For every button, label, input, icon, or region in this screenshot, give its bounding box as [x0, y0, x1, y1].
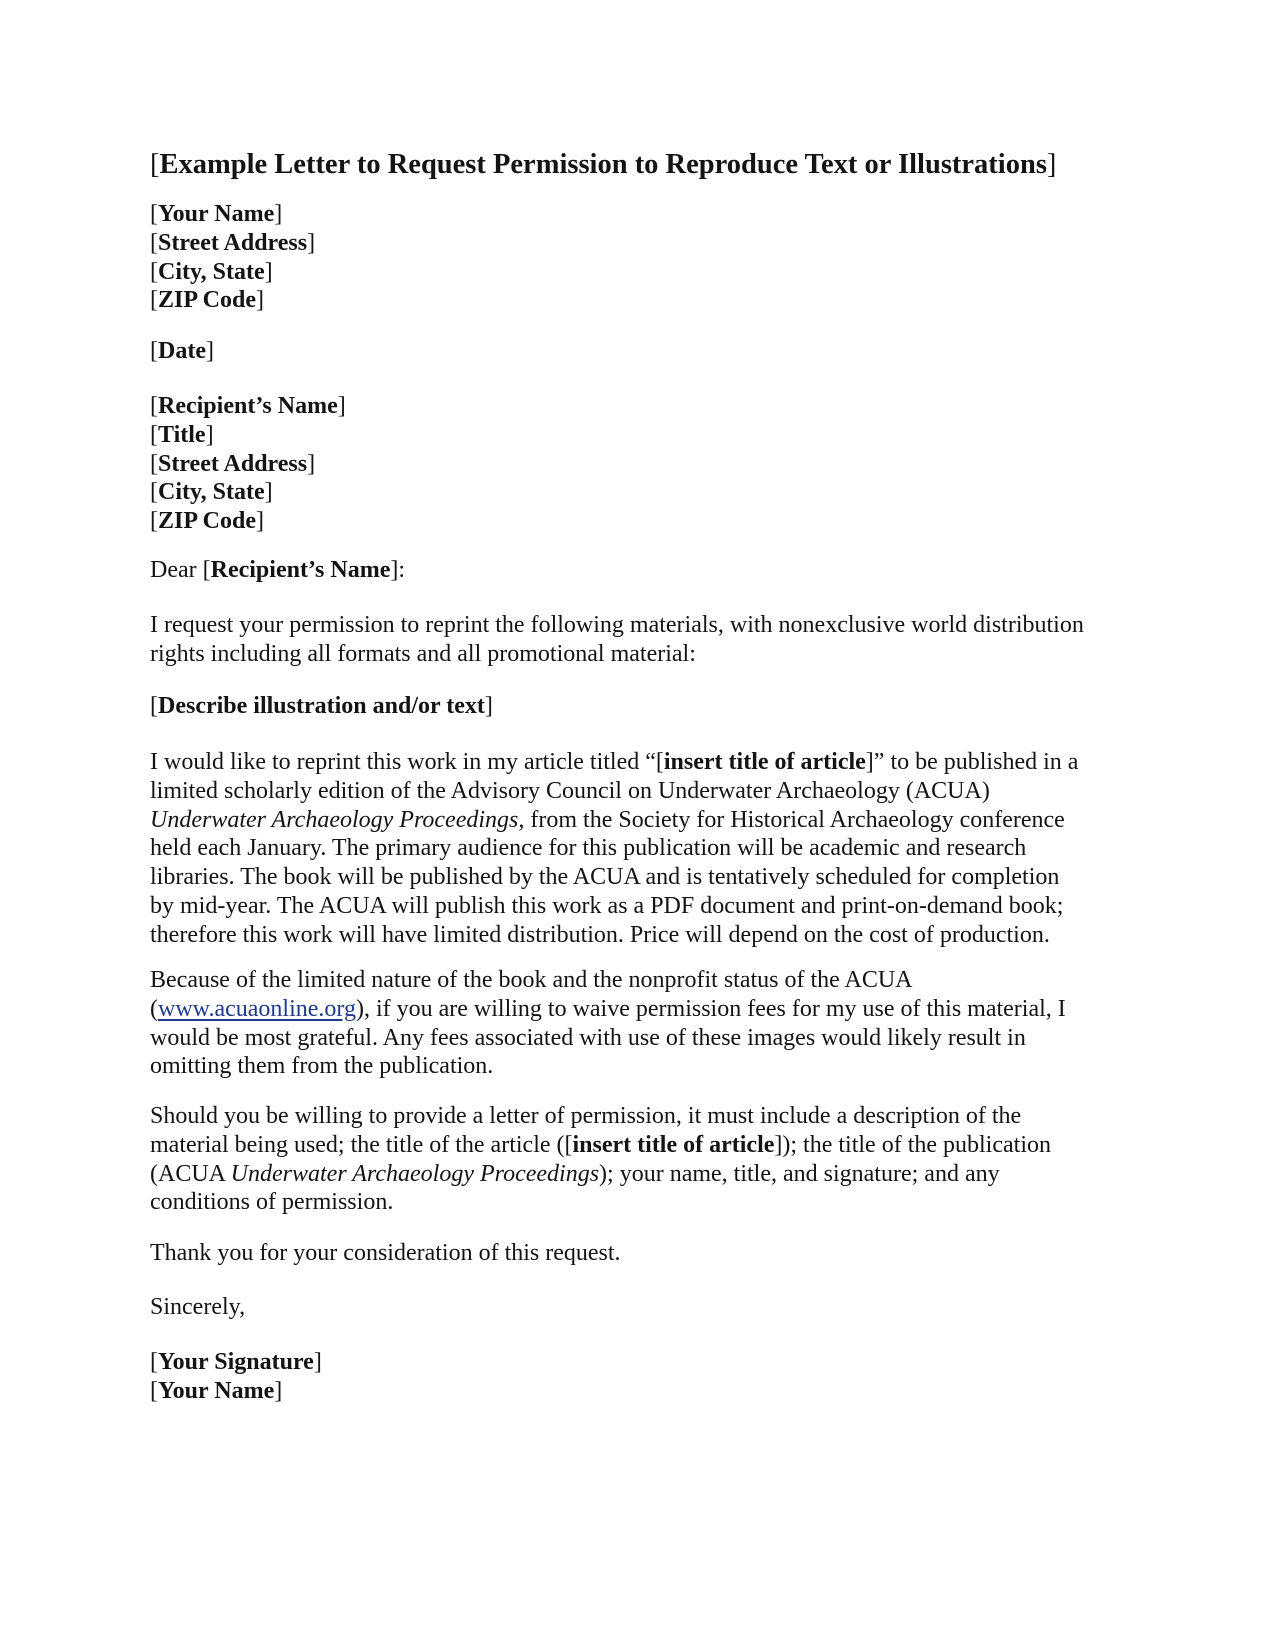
sender-street: Street Address [158, 229, 308, 256]
paragraph-fee-waiver: Because of the limited nature of the book and the nonprofit status of the ACUA (www.acuaonline.org), if you are willing to waive permission fees for my use of this material, I would be most grateful. Any fees associated with use of these images would likely result in omitting them from the publication. [150, 967, 1066, 1080]
recipient-city-state: City, State [158, 479, 265, 506]
sender-zip: ZIP Code [158, 287, 257, 314]
sender-city-state: City, State [158, 258, 265, 285]
recipient-street: Street Address [158, 450, 308, 477]
article-title-placeholder: insert title of article [663, 749, 866, 775]
paragraph-permission-letter: Should you be willing to provide a letter of permission, it must include a description of the material being used; the title of the article ([insert title of article]); the title of the publication (ACUA Underwater Archaeology Proceedings); your name, title, and signature; and any conditions of permission. [150, 1103, 1051, 1216]
date-placeholder: Date [158, 338, 206, 364]
sender-address-block: [Your Name] [Street Address] [City, State] [ZIP Code] [150, 201, 316, 314]
salutation-name: Recipient’s Name [210, 557, 391, 583]
salutation: Dear [Recipient’s Name]: [150, 557, 406, 583]
letter-heading: [Example Letter to Request Permission to Reproduce Text or Illustrations] [150, 149, 1057, 180]
article-title-placeholder-2: insert title of article [572, 1131, 775, 1158]
paragraph-reprint-details: I would like to reprint this work in my article titled “[insert title of article]” to be published in a limited scholarly edition of the Advisory Council on Underwater Archaeology (ACUA) Underwater Archaeology Proceedings, from the Society for Historical Archaeology conference held each January. The primary audience for this publication will be academic and research libraries. The book will be published by the ACUA and is tentatively scheduled for completion by mid-year. The ACUA will publish this work as a PDF document and print-on-demand book; therefore this work will have limited distribution. Price will depend on the cost of production. [150, 749, 1079, 948]
describe-placeholder: [Describe illustration and/or text] [150, 693, 493, 719]
sender-name: Your Name [158, 201, 275, 227]
recipient-title: Title [158, 421, 206, 448]
heading-text: Example Letter to Request Permission to Reproduce Text or Illustrations [159, 149, 1047, 180]
signer-name: Your Name [158, 1377, 275, 1404]
publication-title: Underwater Archaeology Proceedings [150, 806, 519, 833]
closing-line: Sincerely, [150, 1294, 246, 1320]
signature-block: [Your Signature] [Your Name] [150, 1349, 322, 1404]
signature-placeholder: Your Signature [158, 1349, 314, 1375]
describe-text: Describe illustration and/or text [158, 693, 485, 719]
date-line: [Date] [150, 338, 214, 364]
recipient-name: Recipient’s Name [158, 393, 338, 419]
recipient-address-block: [Recipient’s Name] [Title] [Street Address] [City, State] [ZIP Code] [150, 393, 346, 535]
thanks-line: Thank you for your consideration of this request. [150, 1240, 621, 1266]
recipient-zip: ZIP Code [158, 508, 257, 535]
publication-title-2: Underwater Archaeology Proceedings [230, 1160, 600, 1187]
acua-website-link[interactable]: www.acuaonline.org [158, 995, 356, 1022]
paragraph-request: I request your permission to reprint the following materials, with nonexclusive world distribution rights including all formats and all promotional material: [150, 612, 1084, 667]
